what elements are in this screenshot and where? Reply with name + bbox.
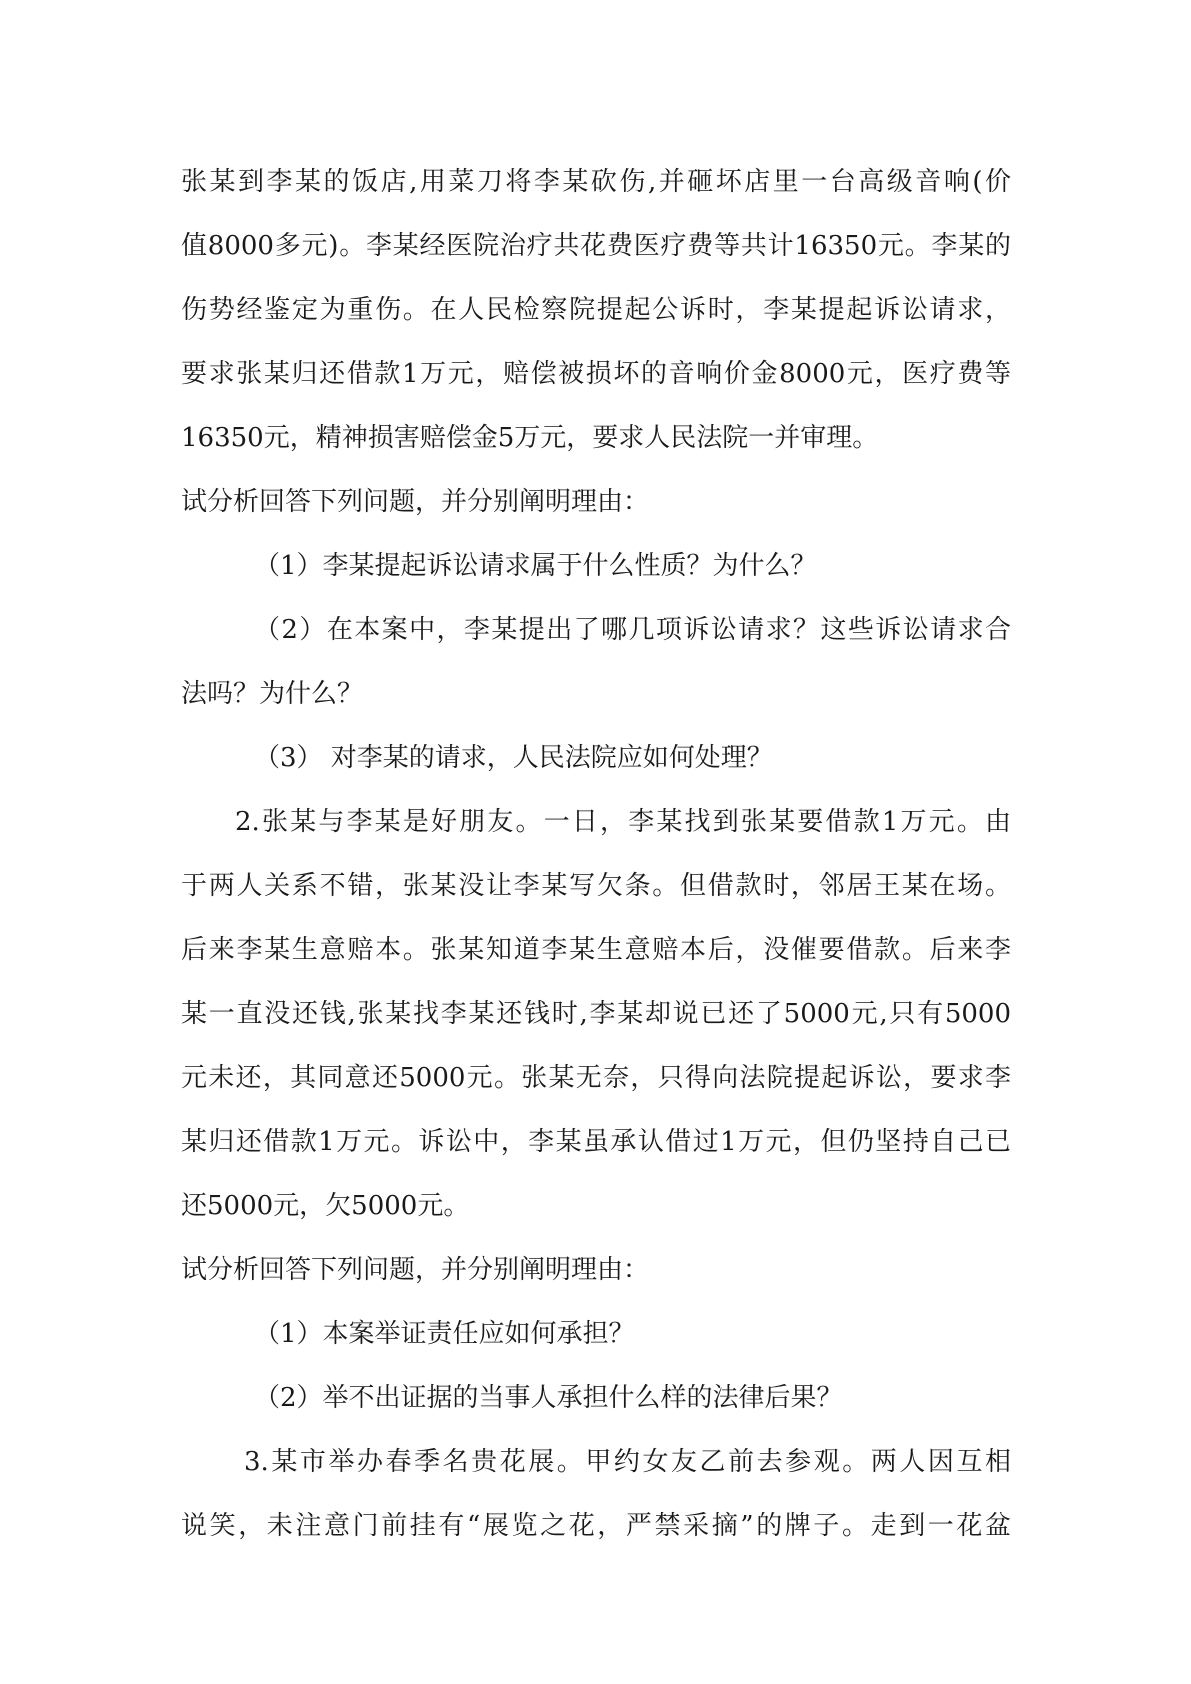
case-paragraph-start: 2.张某与李某是好朋友。一日，李某找到张某要借款1万元。由 — [235, 807, 1011, 837]
document-body — [181, 150, 1011, 1558]
question-item: （1）李某提起诉讼请求属于什么性质？为什么？ — [254, 551, 817, 581]
paragraph-line: 于两人关系不错，张某没让李某写欠条。但借款时，邻居王某在场。 — [181, 871, 1011, 901]
paragraph-line: 元未还，其同意还5000元。张某无奈，只得向法院提起诉讼，要求李 — [181, 1063, 1011, 1093]
paragraph-line: 说笑，未注意门前挂有“展览之花，严禁采摘”的牌子。走到一花盆 — [181, 1511, 1011, 1541]
case-paragraph-start: 3.某市举办春季名贵花展。甲约女友乙前去参观。两人因互相 — [244, 1447, 1011, 1477]
paragraph-line: 值8000多元)。李某经医院治疗共花费医疗费等共计16350元。李某的 — [181, 231, 1011, 261]
paragraph-line: 还5000元，欠5000元。 — [181, 1191, 470, 1221]
paragraph-line: 要求张某归还借款1万元，赔偿被损坏的音响价金8000元，医疗费等 — [181, 359, 1011, 389]
question-item: （2）在本案中，李某提出了哪几项诉讼请求？这些诉讼请求合 — [254, 615, 1011, 645]
paragraph-line: 伤势经鉴定为重伤。在人民检察院提起公诉时，李某提起诉讼请求， — [181, 295, 1011, 325]
question-prompt: 试分析回答下列问题，并分别阐明理由： — [181, 1255, 650, 1285]
paragraph-line: 16350元，精神损害赔偿金5万元，要求人民法院一并审理。 — [181, 423, 879, 453]
paragraph-line: 张某到李某的饭店,用菜刀将李某砍伤,并砸坏店里一台高级音响(价 — [181, 167, 1011, 197]
question-item: （3） 对李某的请求，人民法院应如何处理？ — [254, 743, 773, 773]
question-item: （1）本案举证责任应如何承担？ — [254, 1319, 635, 1349]
question-prompt: 试分析回答下列问题，并分别阐明理由： — [181, 487, 650, 517]
paragraph-line: 后来李某生意赔本。张某知道李某生意赔本后，没催要借款。后来李 — [181, 935, 1011, 965]
paragraph-line: 某一直没还钱,张某找李某还钱时,李某却说已还了5000元,只有5000 — [181, 999, 1011, 1029]
paragraph-line: 某归还借款1万元。诉讼中，李某虽承认借过1万元，但仍坚持自己已 — [181, 1127, 1011, 1157]
question-item-continued: 法吗？为什么？ — [181, 679, 364, 709]
question-item: （2）举不出证据的当事人承担什么样的法律后果？ — [254, 1383, 843, 1413]
